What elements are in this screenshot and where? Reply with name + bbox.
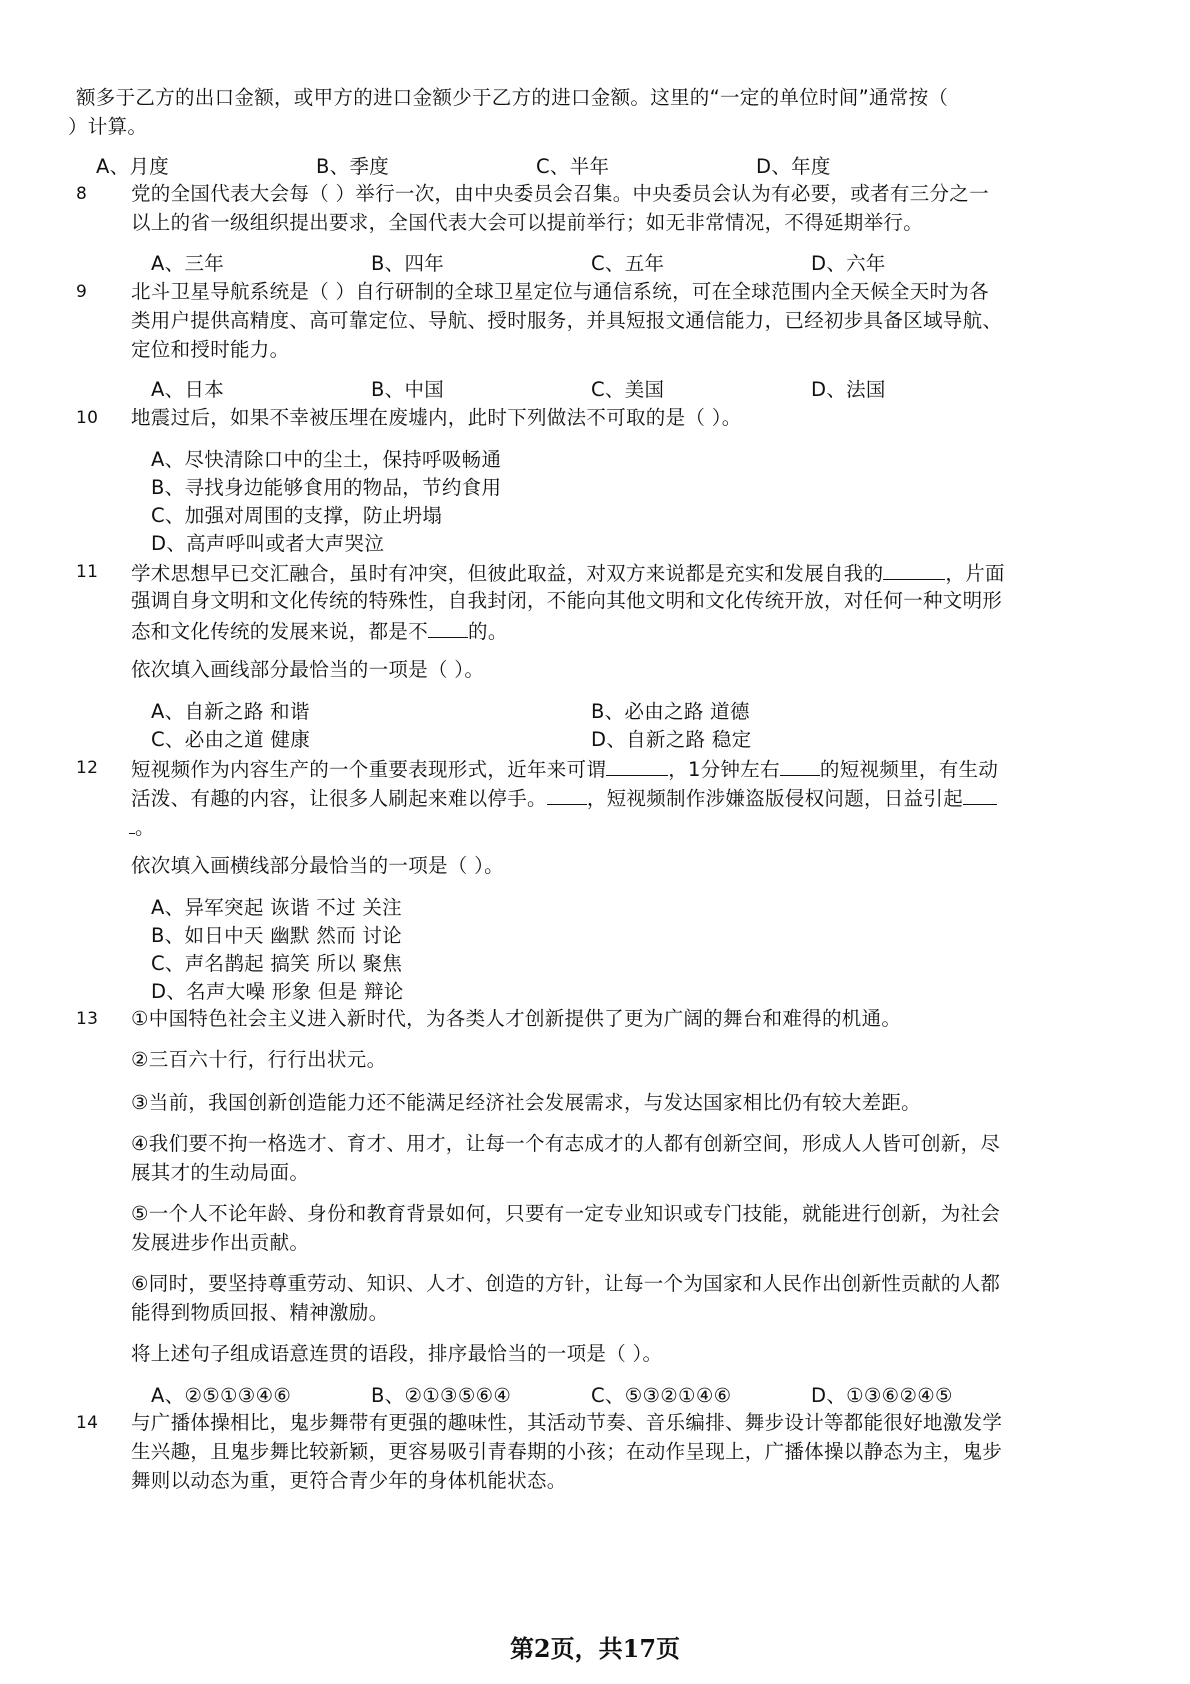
q10-option-a: A、尽快清除口中的尘土，保持呼吸畅通 (151, 448, 502, 471)
q7-line2: ）计算。 (68, 115, 148, 138)
q9-option-b: B、中国 (371, 378, 445, 401)
q8-option-c: C、五年 (591, 252, 665, 275)
q11-option-d: D、自新之路 稳定 (591, 728, 752, 751)
q11-line3 (131, 620, 508, 642)
q14-line1: 与广播体操相比，鬼步舞带有更强的趣味性，其活动节奏、音乐编排、舞步设计等都能很好地激发学 (131, 1411, 1003, 1434)
q8-line1: 党的全国代表大会每（ ）举行一次，由中央委员会召集。中央委员会认为有必要，或者有三分之一 (131, 182, 989, 205)
q12-blank-4 (963, 787, 997, 805)
q13-option-d: D、①③⑥②④⑤ (811, 1384, 953, 1407)
q8-number: 8 (76, 184, 88, 204)
q13-prompt: 将上述句子组成语意连贯的语段，排序最恰当的一项是（ ）。 (131, 1342, 663, 1365)
q12-option-d: D、名声大噪 形象 但是 辩论 (151, 980, 404, 1003)
q13-sentence-3: ③当前，我国创新创造能力还不能满足经济社会发展需求，与发达国家相比仍有较大差距。 (131, 1091, 921, 1114)
q11-line3-text: 态和文化传统的发展来说，都是不 (131, 620, 429, 643)
q13-number: 13 (76, 1009, 99, 1029)
q12-blank-3 (547, 787, 587, 805)
q7-line1: 额多于乙方的出口金额，或甲方的进口金额少于乙方的进口金额。这里的“一定的单位时间”通常按（ (76, 86, 949, 109)
q12-blank-1 (606, 758, 668, 776)
q7-option-a: A、月度 (96, 155, 170, 178)
q12-line2-end: ，短视频制作涉嫌盗版侵权问题，日益引起 (586, 787, 964, 810)
q7-option-d: D、年度 (756, 155, 831, 178)
q12-line3-end: 。 (135, 816, 155, 839)
q11-line1-end: ，片面 (945, 562, 1005, 585)
q13-option-b: B、②①③⑤⑥④ (371, 1384, 512, 1407)
q11-blank-2 (428, 620, 468, 638)
q8-option-d: D、六年 (811, 252, 886, 275)
q12-line1-text: 短视频作为内容生产的一个重要表现形式，近年来可谓 (131, 758, 607, 781)
q14-line2: 生兴趣，且鬼步舞比较新颖，更容易吸引青春期的小孩；在动作呈现上，广播体操以静态为主，鬼步 (131, 1440, 1003, 1463)
q12-option-c: C、声名鹊起 搞笑 所以 聚焦 (151, 952, 403, 975)
q12-option-a: A、异军突起 诙谐 不过 关注 (151, 896, 402, 919)
q14-number: 14 (76, 1413, 99, 1433)
q14-line3: 舞则以动态为重，更符合青少年的身体机能状态。 (131, 1469, 567, 1492)
q13-sentence-6b: 能得到物质回报、精神激励。 (131, 1301, 389, 1324)
q8-line2: 以上的省一级组织提出要求，全国代表大会可以提前举行；如无非常情况，不得延期举行。 (131, 211, 924, 234)
q10-stem: 地震过后，如果不幸被压埋在废墟内，此时下列做法不可取的是（ ）。 (131, 406, 742, 429)
q11-number: 11 (76, 562, 99, 582)
q13-sentence-2: ②三百六十行，行行出状元。 (131, 1048, 387, 1071)
q9-option-d: D、法国 (811, 378, 886, 401)
q13-sentence-5b: 发展进步作出贡献。 (131, 1231, 310, 1254)
q9-line3: 定位和授时能力。 (131, 338, 290, 361)
q11-prompt: 依次填入画线部分最恰当的一项是（ ）。 (131, 658, 485, 681)
q12-line1 (131, 758, 998, 780)
q9-line1: 北斗卫星导航系统是（ ）自行研制的全球卫星定位与通信系统，可在全球范围内全天候全天时为各 (131, 280, 989, 303)
q12-number: 12 (76, 758, 99, 778)
q9-number: 9 (76, 282, 88, 302)
q10-number: 10 (76, 408, 99, 428)
q13-sentence-5a: ⑤一个人不论年龄、身份和教育背景如何，只要有一定专业知识或专门技能，就能进行创新，为社会 (131, 1202, 1001, 1225)
q13-option-a: A、②⑤①③④⑥ (151, 1384, 292, 1407)
q12-line3 (129, 816, 155, 838)
q11-option-b: B、必由之路 道德 (591, 700, 750, 723)
q12-line1-mid: ，1分钟左右 (668, 758, 780, 781)
q11-line1 (131, 562, 1005, 584)
q10-option-b: B、寻找身边能够食用的物品，节约食用 (151, 476, 502, 499)
q11-option-c: C、必由之道 健康 (151, 728, 311, 751)
q13-sentence-6a: ⑥同时，要坚持尊重劳动、知识、人才、创造的方针，让每一个为国家和人民作出创新性贡献的人都 (131, 1272, 1001, 1295)
q11-line1-text: 学术思想早已交汇融合，虽时有冲突，但彼此取益，对双方来说都是充实和发展自我的 (131, 562, 884, 585)
q13-sentence-1: ①中国特色社会主义进入新时代，为各类人才创新提供了更为广阔的舞台和难得的机通。 (131, 1007, 902, 1030)
q13-option-c: C、⑤③②①④⑥ (591, 1384, 732, 1407)
q11-option-a: A、自新之路 和谐 (151, 700, 310, 723)
q10-option-d: D、高声呼叫或者大声哭泣 (151, 532, 385, 555)
q12-blank-2 (780, 758, 820, 776)
q11-blank-1 (883, 562, 945, 580)
q7-option-b: B、季度 (316, 155, 390, 178)
q7-option-c: C、半年 (536, 155, 610, 178)
q12-option-b: B、如日中天 幽默 然而 讨论 (151, 924, 402, 947)
q11-line2: 强调自身文明和文化传统的特殊性，自我封闭，不能向其他文明和文化传统开放，对任何一种文明形 (131, 589, 1003, 612)
q12-line1-end: 的短视频里，有生动 (819, 758, 999, 781)
q9-line2: 类用户提供高精度、高可靠定位、导航、授时服务，并具短报文通信能力，已经初步具备区域导航、 (131, 309, 1003, 332)
q13-sentence-4a: ④我们要不拘一格选才、育才、用才，让每一个有志成才的人都有创新空间，形成人人皆可创新，尽 (131, 1132, 1001, 1155)
q12-line2 (131, 787, 997, 809)
q9-option-a: A、日本 (151, 378, 225, 401)
q8-option-b: B、四年 (371, 252, 445, 275)
q11-line3-end: 的。 (468, 620, 508, 643)
q10-option-c: C、加强对周围的支撑，防止坍塌 (151, 504, 443, 527)
q12-prompt: 依次填入画横线部分最恰当的一项是（ ）。 (131, 854, 504, 877)
q12-line2-text: 活泼、有趣的内容，让很多人刷起来难以停手。 (131, 787, 547, 810)
q9-option-c: C、美国 (591, 378, 665, 401)
q8-option-a: A、三年 (151, 252, 225, 275)
page-footer: 第2页，共17页 (509, 1634, 681, 1663)
q13-sentence-4b: 展其才的生动局面。 (131, 1161, 310, 1184)
